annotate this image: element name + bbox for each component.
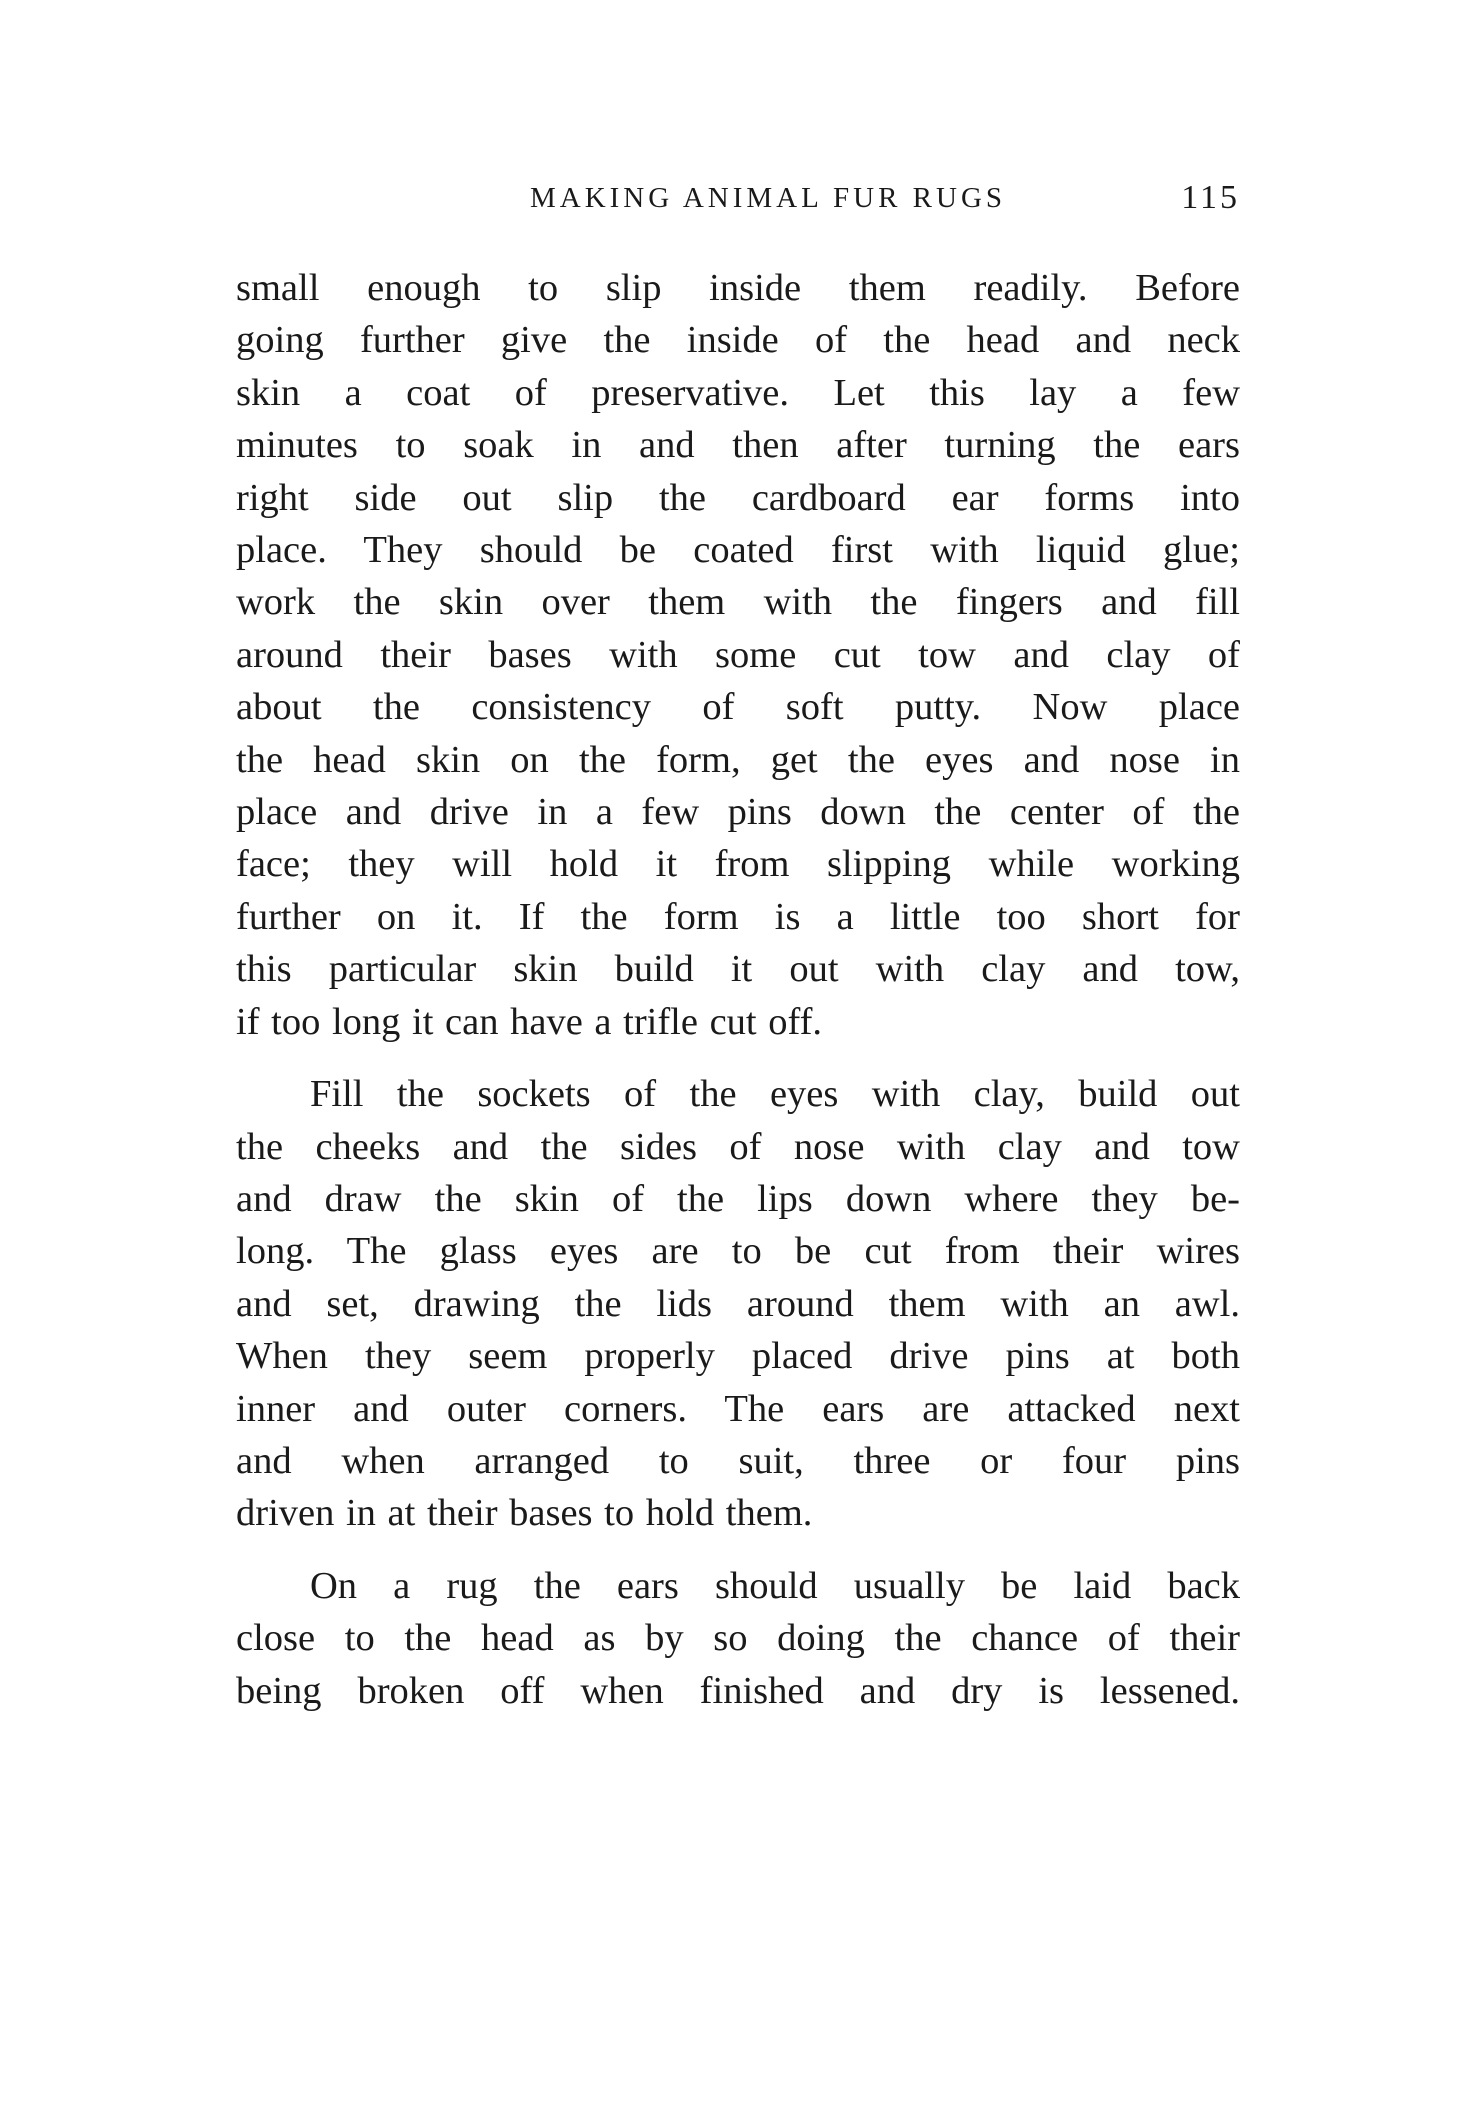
text-line: When they seem properly placed drive pins at both [236,1335,1240,1378]
paragraph-2 [236,1068,1240,1540]
text-line: this particular skin build it out with clay and tow, [236,948,1240,991]
text-line: On a rug the ears should usually be laid back [310,1564,1240,1607]
text-line: about the consistency of soft putty. Now place [236,686,1240,729]
text-line: skin a coat of preservative. Let this lay a few [236,371,1240,414]
text-line: face; they will hold it from slipping while working [236,843,1240,886]
text-line: and draw the skin of the lips down where they be- [236,1177,1240,1220]
paragraph-1 [236,262,1240,1048]
running-header [236,176,1240,220]
text-line: minutes to soak in and then after turning the ears [236,424,1240,467]
body-text [236,262,1240,1737]
text-line: further on it. If the form is a little too short for [236,895,1240,938]
text-line: the head skin on the form, get the eyes and nose in [236,738,1240,781]
text-line: small enough to slip inside them readily. Before [236,267,1240,309]
text-line: around their bases with some cut tow and clay of [236,633,1240,676]
text-line: going further give the inside of the head and neck [236,319,1240,362]
text-line: close to the head as by so doing the chance of their [236,1617,1240,1660]
text-line: inner and outer corners. The ears are attacked next [236,1387,1240,1430]
text-line: the cheeks and the sides of nose with clay and tow [236,1125,1240,1168]
text-line: work the skin over them with the fingers and fill [236,581,1240,624]
page-number: 115 [1181,179,1240,216]
paragraph-3 [236,1560,1240,1717]
text-line: and when arranged to suit, three or four pins [236,1439,1240,1482]
running-title: MAKING ANIMAL FUR RUGS [529,182,1007,214]
text-line: and set, drawing the lids around them with an awl. [236,1282,1240,1325]
text-line: Fill the sockets of the eyes with clay, build out [310,1073,1240,1116]
text-line: driven in at their bases to hold them. [236,1492,813,1535]
text-line: place and drive in a few pins down the center of the [236,791,1240,834]
text-line: place. They should be coated first with liquid glue; [236,529,1240,572]
text-line: being broken off when finished and dry is lessened. [236,1669,1240,1712]
text-line: right side out slip the cardboard ear forms into [236,476,1240,519]
text-line: long. The glass eyes are to be cut from their wires [236,1230,1240,1273]
text-line: if too long it can have a trifle cut off. [236,1000,823,1043]
